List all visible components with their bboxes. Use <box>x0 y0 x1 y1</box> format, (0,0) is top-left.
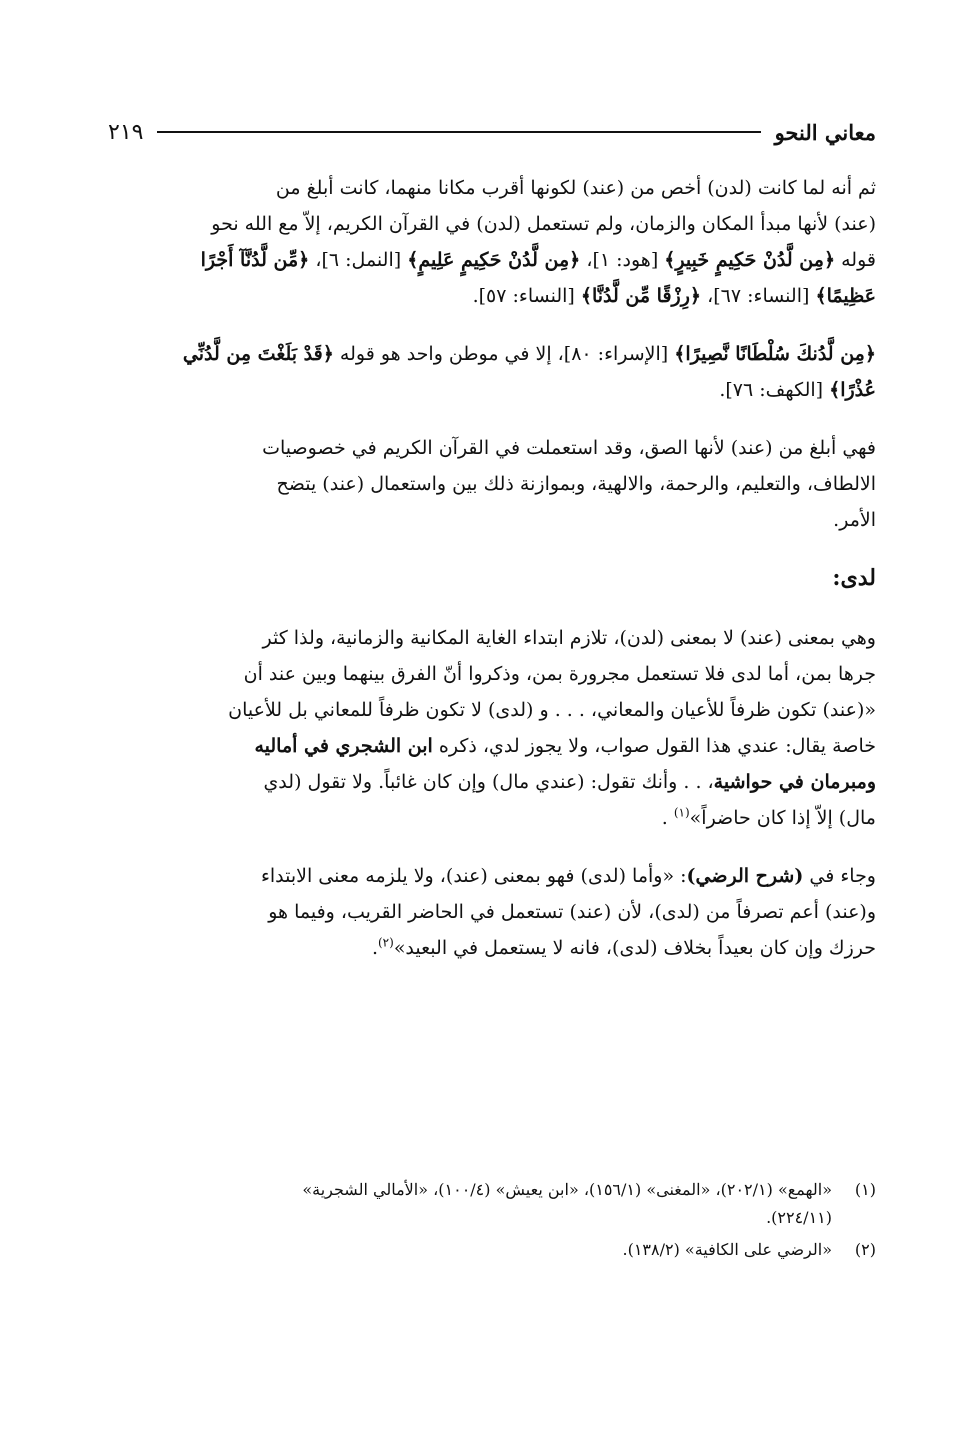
footnote-text <box>108 1176 832 1232</box>
footnote-line: «الهمع» (٢٠٢/١)، «المغنى» (١٥٦/١)، «ابن يعيش» (١٠٠/٤)، «الأمالي الشجرية» <box>302 1180 832 1199</box>
text-run: حرزك وإن كان بعيداً بخلاف (لدى)، فانه لا يستعمل في البعيد» <box>393 937 876 959</box>
footnote-line: (٢٢٤/١١). <box>766 1208 832 1227</box>
quran-quote: ﴿مِّن لَّدُنَّآ أَجْرًا <box>200 249 310 271</box>
footnote-marker: (٢) <box>377 935 394 950</box>
text-run: ، . . وأنك تقول: (عندي مال) وإن كان غائباً. ولا تقول (لدي <box>263 771 714 793</box>
verse-reference: [النمل: ٦]، <box>309 249 408 271</box>
footnote-text <box>108 1236 832 1264</box>
footnote-marker: (١) <box>673 805 690 820</box>
bold-citation: ابن الشجري في أماليه <box>254 735 433 757</box>
section-heading: لدى: <box>832 565 876 591</box>
quran-quote: عَظِيمًا﴾ <box>815 285 876 307</box>
verse-reference: [هود: ١]، <box>580 249 665 271</box>
text-line <box>108 764 876 800</box>
text-line: (عند) لأنها مبدأ المكان والزمان، ولم تستعمل (لدن) في القرآن الكريم، إلاّ مع الله نحو <box>211 213 876 235</box>
paragraph-1 <box>108 170 876 314</box>
running-title: معاني النحو <box>774 119 876 145</box>
text-run: : «وأما (لدى) فهو بمعنى (عند)، ولا يلزمه معنى الابتداء <box>260 865 687 887</box>
quran-quote: ﴿رِزْقًا مِّن لَّدُنَّا﴾ <box>580 285 702 307</box>
text-line: فهي أبلغ من (عند) لأنها الصق، وقد استعملت في القرآن الكريم في خصوصيات <box>262 437 876 459</box>
quran-quote: ﴿مِن لَّدُنْ حَكِيمٍ عَلِيمٍ﴾ <box>407 249 581 271</box>
text-run: قوله <box>835 249 876 271</box>
verse-reference: [النساء: ٥٧]. <box>472 285 581 307</box>
quran-quote: عُذْرًا﴾ <box>829 379 876 401</box>
running-header <box>108 112 876 152</box>
text-line <box>108 372 876 408</box>
paragraph-5 <box>108 858 876 966</box>
text-run: . <box>371 937 378 959</box>
paragraph-4 <box>108 620 876 836</box>
text-run: وجاء في <box>803 865 876 887</box>
footnote <box>108 1236 876 1264</box>
text-line <box>108 930 876 966</box>
bold-citation: ومبرمان في حواشية <box>713 771 876 793</box>
text-line <box>108 242 876 278</box>
footnote <box>108 1176 876 1232</box>
header-rule <box>157 131 760 133</box>
text-run: [الإسراء: ٨٠]، إلا في موطن واحد هو قوله <box>333 343 675 365</box>
verse-reference: [النساء: ٦٧]، <box>701 285 816 307</box>
text-line <box>108 336 876 372</box>
text-line <box>108 278 876 314</box>
quran-quote: ﴿مِن لَّدُنْ حَكِيمٍ خَبِيرٍ﴾ <box>664 249 836 271</box>
quran-quote: ﴿مِن لَّدُنكَ سُلْطَانًا نَّصِيرًا﴾ <box>674 343 876 365</box>
text-line: وهي بمعنى (عند) لا بمعنى (لدن)، تلازم ابتداء الغاية المكانية والزمانية، ولذا كثر <box>262 627 876 649</box>
footnote-line: «الرضي على الكافية» (١٣٨/٢). <box>622 1240 832 1259</box>
text-line: الأمر. <box>833 509 876 531</box>
text-line <box>108 858 876 894</box>
quran-quote: ﴿قَدْ بَلَغْتَ مِن لَّدُنِّي <box>182 343 334 365</box>
paragraph-2 <box>108 336 876 408</box>
text-line: ثم أنه لما كانت (لدن) أخص من (عند) لكونها أقرب مكانا منهما، كانت أبلغ من <box>275 177 876 199</box>
bold-citation: (شرح الرضي) <box>686 865 804 887</box>
paragraph-3 <box>108 430 876 538</box>
text-line <box>108 728 876 764</box>
text-line: «(عند) تكون ظرفاً للأعيان والمعاني، . . . و (لدى) لا تكون ظرفاً للمعاني بل للأعيان <box>228 699 876 721</box>
verse-reference: [الكهف: ٧٦]. <box>719 379 830 401</box>
footnote-number: (٢) <box>854 1240 876 1259</box>
page-number: ٢١٩ <box>108 119 144 145</box>
text-run: مال) إلاّ إذا كان حاضراً» <box>689 807 876 829</box>
text-line: جرها بمن، أما لدى فلا تستعمل مجرورة بمن، وذكروا أنّ الفرق بينهما وبين عند أن <box>243 663 876 685</box>
footnote-number: (١) <box>854 1180 876 1199</box>
text-line: و(عند) أعم تصرفاً من (لدى)، لأن (عند) تستعمل في الحاضر القريب، وفيما هو <box>268 901 876 923</box>
text-run: . <box>661 807 674 829</box>
text-line: الالطاف، والتعليم، والرحمة، والالهية، وبموازنة ذلك بين واستعمال (عند) يتضح <box>276 473 876 495</box>
text-line <box>108 800 876 836</box>
body-text <box>108 170 876 988</box>
footnotes <box>108 1176 876 1268</box>
text-run: خاصة يقال: عندي هذا القول صواب، ولا يجوز لدي، ذكره <box>432 735 876 757</box>
